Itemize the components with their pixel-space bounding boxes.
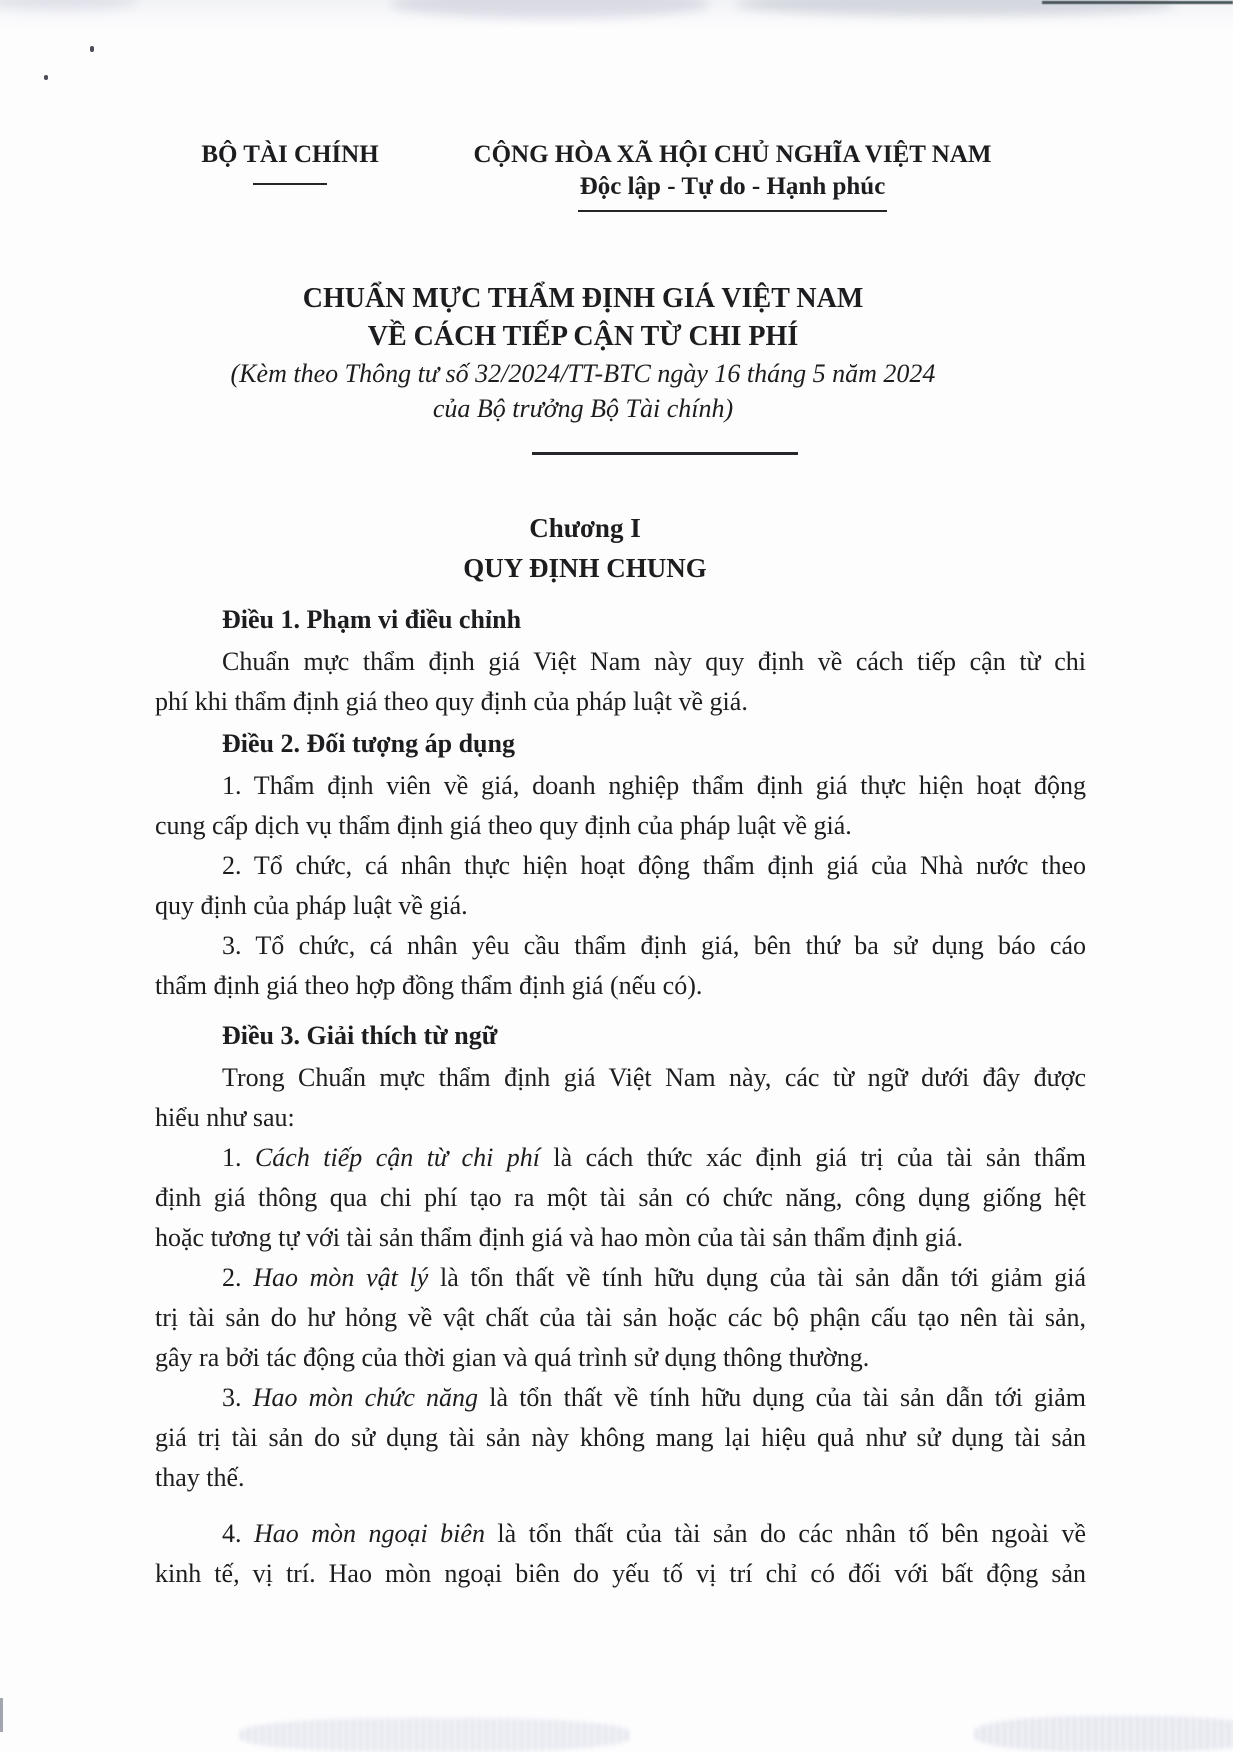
paragraph-definition (155, 1258, 1086, 1378)
scan-artifact-bottom-smudge (240, 1718, 630, 1752)
attachment-note-line1: (Kèm theo Thông tư số 32/2024/TT-BTC ngày 16 tháng 5 năm 2024 (230, 359, 936, 388)
definition-text: là tổn thất của tài sản do các nhân tố bên ngoài về (484, 1519, 1087, 1548)
text-line: 3. Tổ chức, cá nhân yêu cầu thẩm định giá, bên thứ ba sử dụng báo cáo (222, 931, 1086, 960)
text-line (155, 1514, 1086, 1554)
text-line: thẩm định giá theo hợp đồng thẩm định giá (nếu có). (155, 971, 703, 1000)
text-line: quy định của pháp luật về giá. (155, 891, 468, 920)
national-title: CỘNG HÒA XÃ HỘI CHỦ NGHĨA VIỆT NAM (473, 141, 992, 168)
article-heading: Điều 1. Phạm vi điều chỉnh (222, 605, 522, 634)
paragraph-definition (155, 1378, 1086, 1498)
text-line: Trong Chuẩn mực thẩm định giá Việt Nam này, các từ ngữ dưới đây được (222, 1063, 1086, 1092)
paragraph (155, 766, 1086, 846)
issuing-agency-block (200, 140, 380, 185)
item-number: 2. (222, 1263, 254, 1292)
text-line: 1. Thẩm định viên về giá, doanh nghiệp thẩm định giá thực hiện hoạt động (222, 771, 1086, 800)
scan-artifact-bottom-smudge (975, 1716, 1233, 1752)
text-line: phí khi thẩm định giá theo quy định của pháp luật về giá. (155, 687, 748, 716)
scan-artifact-speck (90, 46, 94, 52)
document-title-line2: VỀ CÁCH TIẾP CẬN TỪ CHI PHÍ (367, 321, 799, 352)
paragraph (155, 1058, 1086, 1138)
defined-term-italic: Hao mòn vật lý (253, 1263, 429, 1292)
definition-text: là tổn thất về tính hữu dụng của tài sản dẫn tới giảm (478, 1383, 1086, 1412)
text-line: kinh tế, vị trí. Hao mòn ngoại biên do yếu tố vị trí chỉ có đối với bất động sản (155, 1559, 1086, 1588)
paragraph (155, 642, 1086, 722)
chapter-block (0, 508, 1170, 588)
text-line (155, 1258, 1086, 1298)
document-title-line1: CHUẨN MỰC THẨM ĐỊNH GIÁ VIỆT NAM (302, 283, 864, 314)
scan-artifact-speck (44, 75, 48, 80)
agency-name: BỘ TÀI CHÍNH (201, 141, 379, 168)
text-line: trị tài sản do hư hỏng về vật chất của tài sản hoặc các bộ phận cấu tạo nên tài sản, (155, 1303, 1086, 1332)
text-line: hiểu như sau: (155, 1103, 295, 1132)
scan-artifact-top-right-line (1042, 1, 1233, 4)
text-line: giá trị tài sản do sử dụng tài sản này không mang lại hiệu quả như sử dụng tài sản (155, 1423, 1086, 1452)
text-line: thay thế. (155, 1463, 245, 1492)
chapter-title: QUY ĐỊNH CHUNG (463, 553, 707, 583)
text-line: Chuẩn mực thẩm định giá Việt Nam này quy định về cách tiếp cận từ chi (222, 647, 1086, 676)
text-line: hoặc tương tự với tài sản thẩm định giá và hao mòn của tài sản thẩm định giá. (155, 1223, 964, 1252)
text-line: định giá thông qua chi phí tạo ra một tài sản có chức năng, công dụng giống hệt (155, 1183, 1086, 1212)
defined-term-italic: Hao mòn chức năng (252, 1383, 479, 1412)
agency-underline (253, 183, 327, 185)
definition-text: là tổn thất về tính hữu dụng của tài sản dẫn tới giảm giá (428, 1263, 1086, 1292)
chapter-number: Chương I (529, 513, 641, 543)
defined-term-italic: Cách tiếp cận từ chi phí (254, 1143, 540, 1172)
scan-artifact-left-edge (0, 1698, 3, 1732)
definition-text: là cách thức xác định giá trị của tài sản thẩm (539, 1143, 1087, 1172)
text-line: gây ra bởi tác động của thời gian và quá trình sử dụng thông thường. (155, 1343, 870, 1372)
text-line (155, 1138, 1086, 1178)
attachment-note-line2: của Bộ trưởng Bộ Tài chính) (432, 394, 734, 423)
paragraph-definition (155, 1138, 1086, 1258)
article-heading: Điều 2. Đối tượng áp dụng (222, 729, 515, 758)
paragraph (155, 926, 1086, 1006)
item-number: 1. (222, 1143, 255, 1172)
national-header-block (455, 140, 1010, 212)
title-divider (532, 452, 798, 455)
text-line: cung cấp dịch vụ thẩm định giá theo quy định của pháp luật về giá. (155, 811, 852, 840)
defined-term-italic: Hao mòn ngoại biên (253, 1519, 485, 1548)
item-number: 3. (222, 1383, 253, 1412)
item-number: 4. (222, 1519, 254, 1548)
national-motto: Độc lập - Tự do - Hạnh phúc (578, 172, 888, 212)
document-title-block (0, 280, 1166, 455)
paragraph-definition (155, 1514, 1086, 1594)
paragraph (155, 846, 1086, 926)
text-line (155, 1378, 1086, 1418)
document-body (155, 598, 1086, 1594)
text-line: 2. Tổ chức, cá nhân thực hiện hoạt động thẩm định giá của Nhà nước theo (222, 851, 1086, 880)
article-heading: Điều 3. Giải thích từ ngữ (222, 1021, 498, 1050)
